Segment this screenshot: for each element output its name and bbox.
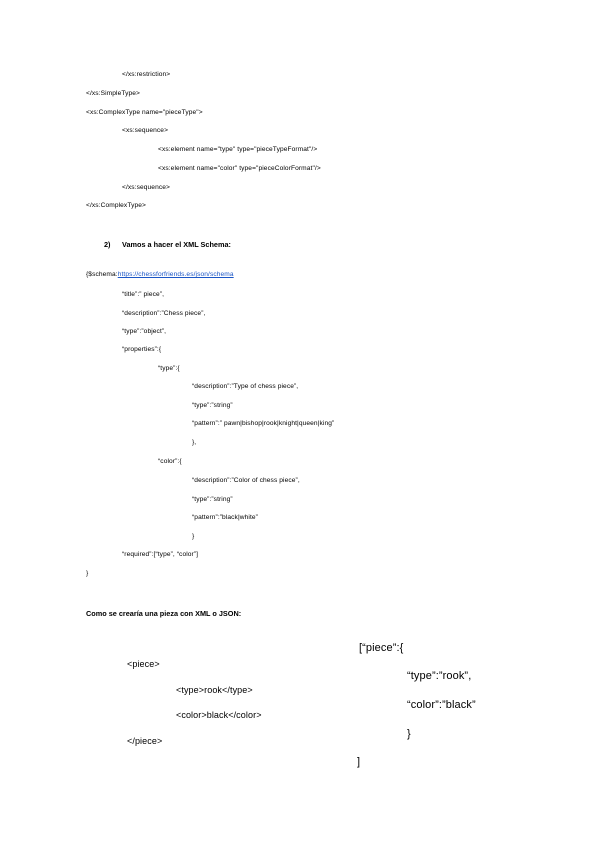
- section-2-title: Vamos a hacer el XML Schema:: [122, 240, 231, 249]
- xsd-simpletype-close: </xs:SimpleType>: [86, 90, 141, 97]
- json-title-line: “title”:” piece”,: [122, 291, 165, 298]
- section-2-number: 2): [104, 240, 111, 249]
- json-schema-line: [86, 272, 234, 279]
- json-example-color: “color”:”black”: [407, 699, 476, 711]
- schema-link[interactable]: https://chessforfriends.es/json/schema: [117, 271, 234, 278]
- xsd-complextype-close: </xs:ComplexType>: [86, 202, 146, 209]
- xml-color-line: <color>black</color>: [176, 710, 262, 720]
- json-example-open: [“piece”:{: [359, 642, 404, 654]
- json-type-line: “type”:”object”,: [122, 328, 167, 335]
- xsd-sequence-open: <xs:sequence>: [122, 127, 169, 134]
- json-prop-color-description: “description”:”Color of chess piece”,: [192, 477, 300, 484]
- json-example-outer-close: ]: [357, 756, 361, 768]
- xsd-sequence-close: </xs:sequence>: [122, 184, 170, 191]
- json-properties-line: “properties”:{: [122, 346, 162, 353]
- schema-prefix: {$schema:: [86, 271, 118, 278]
- xml-type-line: <type>rook</type>: [176, 685, 253, 695]
- json-prop-color-type: “type”:”string”: [192, 496, 233, 503]
- xml-piece-close: </piece>: [127, 736, 163, 746]
- json-required-line: “required”:[“type”, “color”]: [122, 551, 199, 558]
- json-prop-type-open: “type”:{: [158, 365, 180, 372]
- json-prop-color-close: }: [192, 533, 195, 540]
- json-close-brace: }: [86, 570, 89, 577]
- xsd-restriction-close: </xs:restriction>: [122, 71, 171, 78]
- json-prop-type-pattern: “pattern”:” pawn|bishop|rook|knight|queen|king”: [192, 420, 335, 427]
- json-prop-type-description: “description”:”Type of chess piece”,: [192, 383, 299, 390]
- xsd-complextype-open: <xs:ComplexType name="pieceType">: [86, 109, 203, 116]
- json-example-inner-close: }: [407, 728, 411, 740]
- json-prop-color-open: “color”:{: [158, 458, 182, 465]
- json-prop-type-close: },: [192, 439, 197, 446]
- xsd-element-color: <xs:element name="color" type="pieceColorFormat"/>: [158, 165, 321, 172]
- xsd-element-type: <xs:element name="type" type="pieceTypeFormat"/>: [158, 146, 318, 153]
- json-prop-color-pattern: “pattern”:”black|white”: [192, 514, 258, 521]
- json-description-line: “description”:”Chess piece”,: [122, 310, 206, 317]
- section-3-title: Como se crearía una pieza con XML o JSON:: [86, 609, 242, 618]
- json-example-type: “type”:”rook”,: [407, 670, 472, 682]
- xml-piece-open: <piece>: [127, 659, 160, 669]
- json-prop-type-type: “type”:”string”: [192, 402, 233, 409]
